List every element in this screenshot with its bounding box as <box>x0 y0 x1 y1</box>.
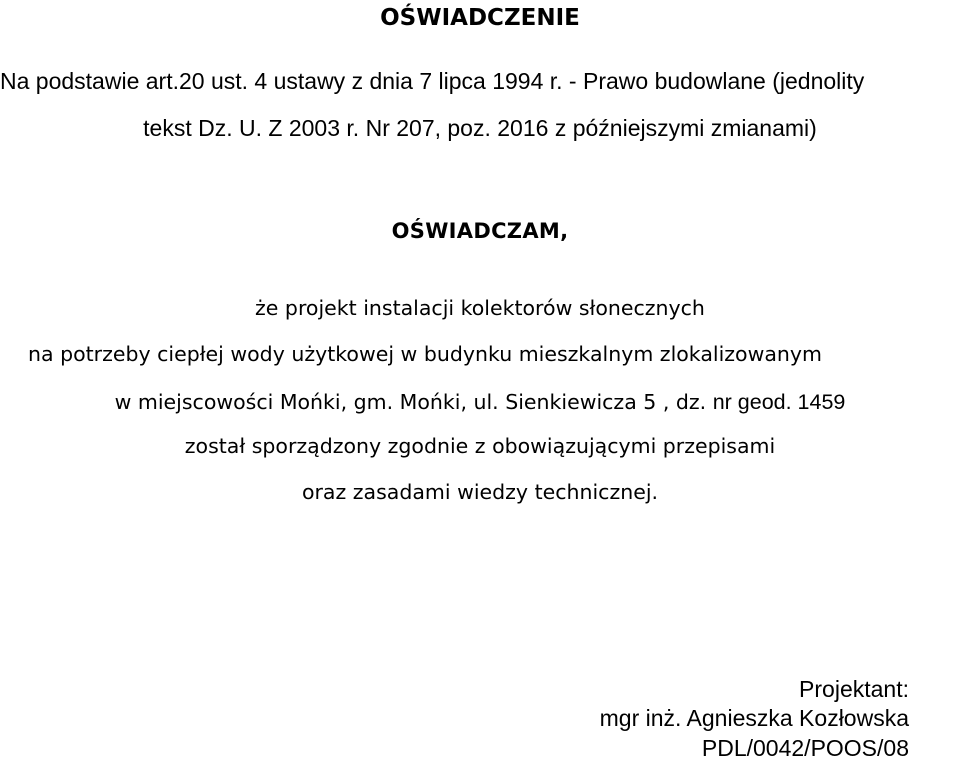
signature-name: mgr inż. Agnieszka Kozłowska <box>599 705 909 731</box>
signature-license-number: PDL/0042/POOS/08 <box>701 735 909 761</box>
body-line-3-parcel: nr geod. 1459 <box>712 390 846 414</box>
body-line-2: na potrzeby ciepłej wody użytkowej w budynku mieszkalnym zlokalizowanym <box>28 342 822 366</box>
legal-basis-line-1: Na podstawie art.20 ust. 4 ustawy z dnia 7 lipca 1994 r. - Prawo budowlane (jednolity <box>0 68 865 94</box>
body-line-3 <box>0 392 960 414</box>
body-line-4: został sporządzony zgodnie z obowiązującymi przepisami <box>184 434 776 458</box>
document-title: OŚWIADCZENIE <box>380 5 580 31</box>
signature-role: Projektant: <box>799 676 909 702</box>
body-line-1: że projekt instalacji kolektorów słonecznych <box>255 296 705 320</box>
legal-basis-line-2: tekst Dz. U. Z 2003 r. Nr 207, poz. 2016 z późniejszymi zmianami) <box>143 115 817 141</box>
body-line-3-location: w miejscowości Mońki, gm. Mońki, ul. Sienkiewicza 5 , dz. <box>114 390 713 414</box>
body-line-5: oraz zasadami wiedzy technicznej. <box>301 480 659 504</box>
declaration-heading: OŚWIADCZAM, <box>391 219 569 243</box>
